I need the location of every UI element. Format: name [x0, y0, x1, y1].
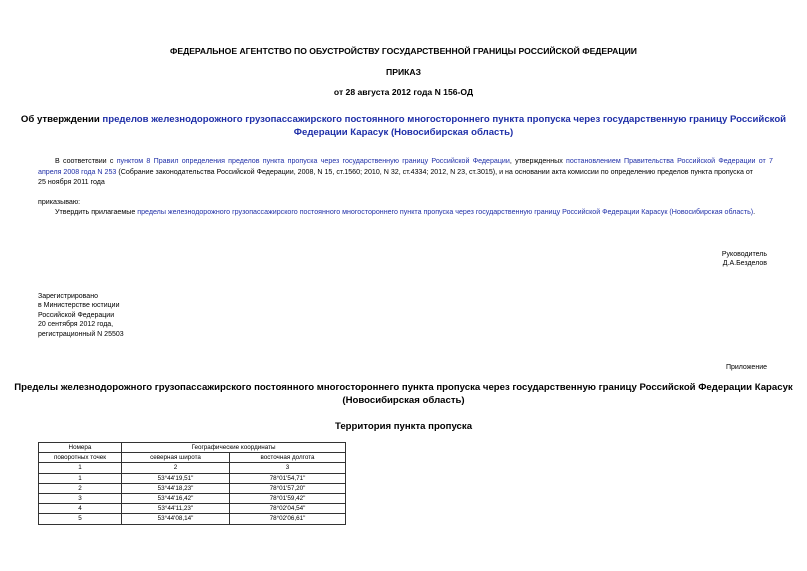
doc-type: ПРИКАЗ: [386, 67, 421, 77]
agency-name: ФЕДЕРАЛЬНОЕ АГЕНТСТВО ПО ОБУСТРОЙСТВУ ГОСУДАРСТВЕННОЙ ГРАНИЦЫ РОССИЙСКОЙ ФЕДЕРАЦИИ: [170, 46, 637, 56]
header-longitude: восточная долгота: [230, 453, 346, 463]
point-number: 1: [39, 473, 122, 483]
table-row: [39, 473, 346, 483]
longitude-cell: 78°01'57,20": [230, 483, 346, 493]
doc-title-line1: [0, 114, 807, 127]
doc-title-prefix: Об утверждении: [20, 114, 103, 125]
limits-link[interactable]: пределы железнодорожного грузопассажирского постоянного многостороннего пункта пропуска через государственную границу Российской Федерации Карасук (Новосибирская область): [137, 208, 754, 216]
preamble: [38, 156, 773, 188]
preamble-line2: [38, 167, 773, 178]
appendix-title-line2: (Новосибирская область): [342, 394, 465, 406]
registration-line: в Министерстве юстиции: [38, 302, 120, 310]
point-number: 2: [39, 483, 122, 493]
table-row: [39, 483, 346, 493]
latitude-cell: 53°44'19,51": [122, 473, 230, 483]
header-points: Номера: [39, 443, 122, 453]
latitude-cell: 53°44'11,23": [122, 504, 230, 514]
longitude-cell: 78°02'04,54": [230, 504, 346, 514]
appendix-title: [0, 382, 807, 407]
government-decree-link[interactable]: постановлением Правительства Российской Федерации от 7: [566, 157, 773, 165]
table-colnum-row: [39, 463, 346, 473]
order-text-end: .: [753, 208, 756, 216]
header-geo: Географические координаты: [122, 443, 346, 453]
order-label: приказываю:: [38, 198, 81, 206]
appendix-label: Приложение: [725, 364, 767, 371]
coordinates-table: [38, 442, 346, 525]
point-number: 3: [39, 493, 122, 503]
signer-name: Д.А.Безделов: [722, 260, 767, 268]
header-points-cont: поворотных точек: [39, 453, 122, 463]
registration-line: Зарегистрировано: [38, 293, 98, 300]
colnum-cell: 1: [39, 463, 122, 473]
preamble-line1: [38, 156, 773, 167]
table-row: [39, 514, 346, 524]
appendix-title-line1: Пределы железнодорожного грузопассажирского постоянного многостороннего пункта пропуска через государственную границу Российской Федерации Карасук: [14, 382, 793, 393]
table-header-row: [39, 443, 346, 453]
registration-line: Российской Федерации: [38, 311, 115, 319]
preamble-text: , утвержденных: [509, 157, 567, 165]
signature: [722, 250, 767, 269]
government-decree-link-cont[interactable]: апреля 2008 года N 253: [38, 167, 117, 176]
registration-block: [38, 292, 124, 339]
doc-title-link[interactable]: пределов железнодорожного грузопассажирского постоянного многостороннего пункта пропуска через государственную границу Российской: [102, 114, 787, 125]
registration-line: 20 сентября 2012 года,: [38, 321, 114, 329]
preamble-line3: 25 ноября 2011 года: [38, 178, 105, 187]
latitude-cell: 53°44'08,14": [122, 514, 230, 524]
point-number: 5: [39, 514, 122, 524]
doc-title-link-cont[interactable]: Федерации Карасук (Новосибирская область): [293, 126, 514, 138]
registration-line: регистрационный N 25503: [38, 330, 124, 338]
colnum-cell: 2: [122, 463, 230, 473]
section-title: Территория пункта пропуска: [334, 421, 473, 432]
doc-date-number: от 28 августа 2012 года N 156-ОД: [333, 87, 474, 97]
order-text-start: Утвердить прилагаемые: [55, 208, 138, 216]
doc-title: [0, 114, 807, 139]
order-text: [55, 207, 755, 218]
latitude-cell: 53°44'18,23": [122, 483, 230, 493]
longitude-cell: 78°01'59,42": [230, 493, 346, 503]
longitude-cell: 78°01'54,71": [230, 473, 346, 483]
point-number: 4: [39, 504, 122, 514]
table-row: [39, 493, 346, 503]
signer-role: Руководитель: [721, 251, 767, 258]
latitude-cell: 53°44'16,42": [122, 493, 230, 503]
table-row: [39, 504, 346, 514]
preamble-text: (Собрание законодательства Российской Федерации, 2008, N 15, ст.1560; 2010, N 32, ст.4334; 2012, N 23, ст.3015), и на основании акта комиссии по определению пределов пункта пропуска от: [116, 167, 753, 176]
header-latitude: северная широта: [122, 453, 230, 463]
rules-point8-link[interactable]: пунктом 8 Правил определения пределов пункта пропуска через государственную границу Российской Федерации: [116, 157, 510, 165]
table-header-row: [39, 453, 346, 463]
longitude-cell: 78°02'06,61": [230, 514, 346, 524]
preamble-text: В соответствии с: [55, 157, 117, 165]
colnum-cell: 3: [230, 463, 346, 473]
